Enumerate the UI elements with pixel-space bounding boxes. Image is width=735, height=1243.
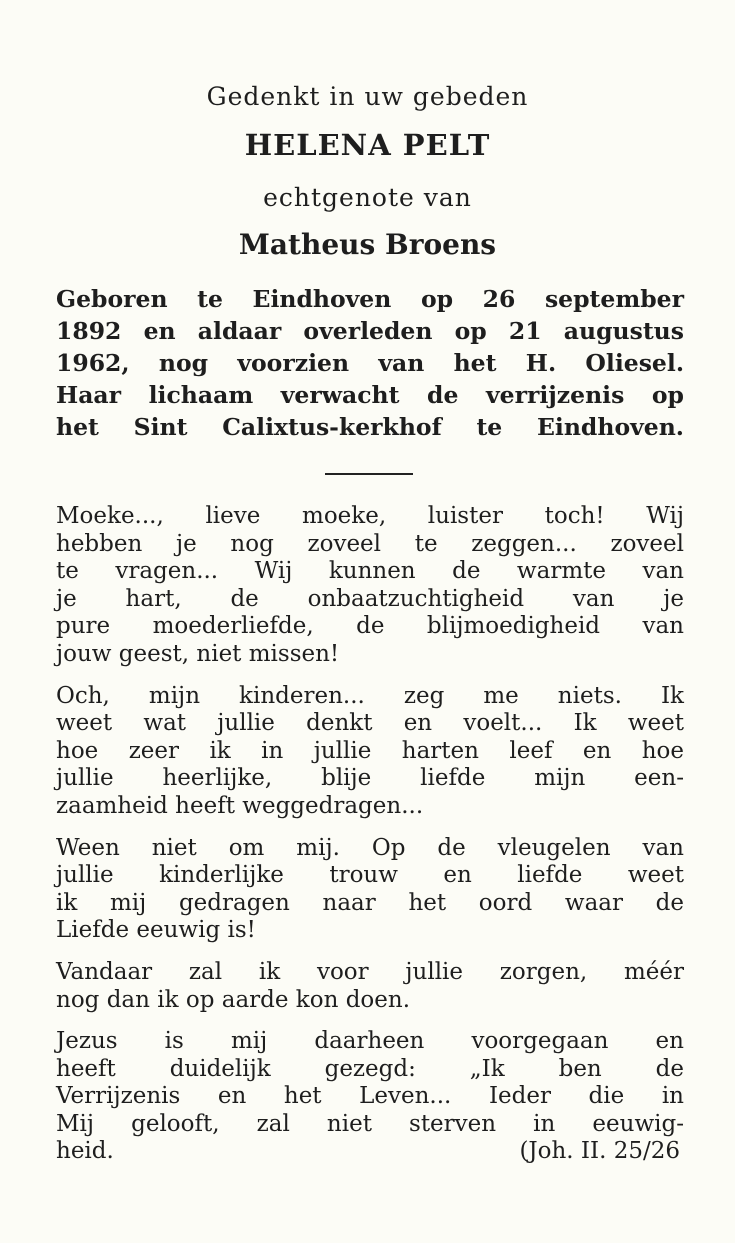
divider-rule	[325, 473, 413, 475]
spouse-name: Matheus Broens	[238, 228, 497, 261]
poem-paragraph	[56, 503, 684, 669]
poem-line: je hart, de onbaatzuchtigheid van je	[56, 585, 684, 612]
poem-line: Mij gelooft, zal niet sterven in eeuwig-	[56, 1110, 684, 1137]
poem-line: heeft duidelijk gezegd: „Ik ben de	[56, 1055, 684, 1082]
bio-line: Geboren te Eindhoven op 26 september	[56, 285, 684, 313]
bio-line: Haar lichaam verwacht de verrijzenis op	[56, 381, 684, 409]
poem-paragraph	[56, 1028, 684, 1166]
poem-line: jullie heerlijke, blije liefde mijn een-	[56, 765, 684, 792]
poem	[56, 503, 684, 1180]
poem-line: jullie kinderlijke trouw en liefde weet	[56, 862, 684, 889]
poem-line: pure moederliefde, de blijmoedigheid van	[56, 613, 684, 640]
poem-line: hoe zeer ik in jullie harten leef en hoe	[56, 737, 684, 764]
biography	[56, 283, 684, 443]
bio-line: het Sint Calixtus-kerkhof te Eindhoven.	[56, 413, 684, 441]
poem-line: Ween niet om mij. Op de vleugelen van	[56, 834, 684, 861]
poem-line: nog dan ik op aarde kon doen.	[56, 986, 411, 1013]
poem-line: Moeke..., lieve moeke, luister toch! Wij	[56, 503, 684, 529]
poem-line: te vragen... Wij kunnen de warmte van	[56, 558, 684, 585]
poem-line: weet wat jullie denkt en voelt... Ik weet	[56, 710, 684, 737]
intro-text: Gedenkt in uw gebeden	[206, 82, 529, 111]
poem-paragraph	[56, 835, 684, 945]
poem-line: Och, mijn kinderen... zeg me niets. Ik	[56, 682, 684, 709]
bio-line: 1892 en aldaar overleden op 21 augustus	[56, 317, 684, 345]
poem-line: ik mij gedragen naar het oord waar de	[56, 889, 684, 916]
poem-line: Verrijzenis en het Leven... Ieder die in	[56, 1083, 684, 1110]
spouse-intro-text: echtgenote van	[263, 183, 472, 212]
poem-line: zaamheid heeft weggedragen...	[56, 792, 424, 819]
poem-paragraph	[56, 959, 684, 1014]
poem-line: Liefde eeuwig is!	[56, 917, 256, 944]
scripture-reference: (Joh. II. 25/26	[519, 1138, 680, 1165]
poem-paragraph	[56, 683, 684, 821]
poem-line: Jezus is mij daarheen voorgegaan en	[56, 1028, 684, 1055]
deceased-name: HELENA PELT	[244, 128, 491, 162]
bio-line: 1962, nog voorzien van het H. Oliesel.	[56, 349, 684, 377]
poem-line: jouw geest, niet missen!	[56, 640, 340, 667]
final-line	[56, 1138, 684, 1166]
poem-line: Vandaar zal ik voor jullie zorgen, méér	[56, 958, 684, 985]
poem-line: hebben je nog zoveel te zeggen... zoveel	[56, 530, 684, 557]
final-word: heid.	[56, 1138, 114, 1165]
